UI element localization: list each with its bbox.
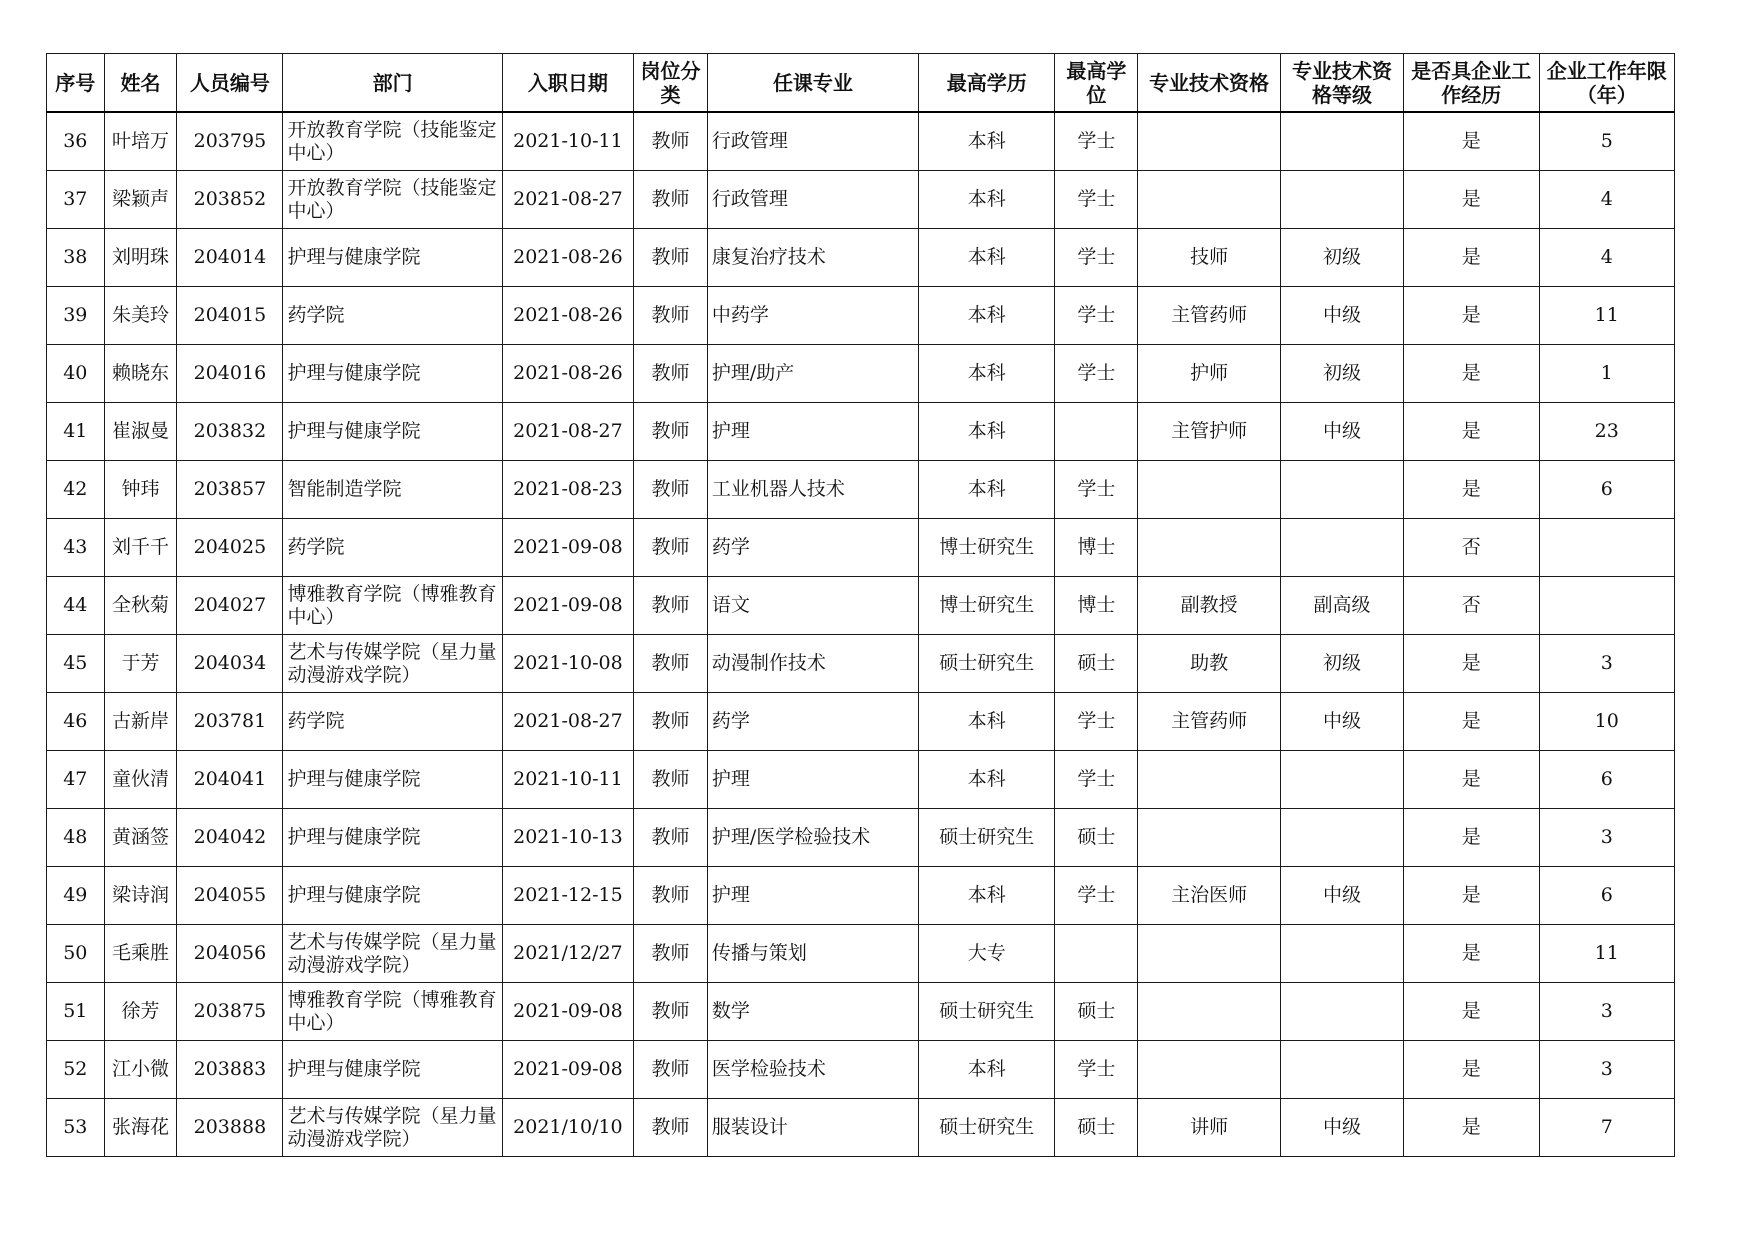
cell-seq: 38 [47,229,105,287]
cell-tech-title: 主管药师 [1138,693,1280,751]
cell-department: 药学院 [283,519,502,577]
staff-table [46,53,1675,1157]
cell-hire-date: 2021-08-27 [502,403,633,461]
cell-tech-title-level: 初级 [1280,345,1403,403]
cell-enterprise-experience: 是 [1404,461,1539,519]
cell-enterprise-experience: 是 [1404,925,1539,983]
cell-teaching-major: 传播与策划 [707,925,918,983]
cell-post-category: 教师 [634,519,708,577]
cell-degree: 硕士 [1055,635,1138,693]
cell-tech-title-level [1280,461,1403,519]
cell-tech-title [1138,925,1280,983]
cell-name: 刘千千 [104,519,177,577]
cell-seq: 36 [47,112,105,171]
table-row [47,577,1675,635]
table-row [47,751,1675,809]
cell-enterprise-experience: 是 [1404,867,1539,925]
cell-tech-title [1138,112,1280,171]
cell-name: 朱美玲 [104,287,177,345]
cell-tech-title-level [1280,1041,1403,1099]
cell-post-category: 教师 [634,112,708,171]
cell-teaching-major: 工业机器人技术 [707,461,918,519]
cell-department: 博雅教育学院（博雅教育中心） [283,983,502,1041]
cell-degree: 学士 [1055,171,1138,229]
cell-enterprise-experience: 是 [1404,635,1539,693]
cell-teaching-major: 行政管理 [707,112,918,171]
cell-post-category: 教师 [634,403,708,461]
cell-tech-title-level [1280,112,1403,171]
cell-hire-date: 2021-10-11 [502,751,633,809]
cell-enterprise-years: 11 [1539,287,1675,345]
cell-seq: 40 [47,345,105,403]
table-row [47,171,1675,229]
cell-tech-title-level [1280,809,1403,867]
cell-tech-title: 助教 [1138,635,1280,693]
cell-tech-title-level: 中级 [1280,693,1403,751]
header-tech-title-level: 专业技术资格等级 [1280,54,1403,113]
cell-hire-date: 2021-09-08 [502,983,633,1041]
cell-seq: 48 [47,809,105,867]
cell-seq: 50 [47,925,105,983]
cell-education: 本科 [919,345,1055,403]
cell-enterprise-experience: 是 [1404,112,1539,171]
cell-degree: 学士 [1055,867,1138,925]
cell-degree: 学士 [1055,112,1138,171]
cell-seq: 45 [47,635,105,693]
cell-degree: 博士 [1055,577,1138,635]
table-row [47,345,1675,403]
cell-hire-date: 2021-10-11 [502,112,633,171]
cell-hire-date: 2021-12-15 [502,867,633,925]
cell-tech-title-level: 初级 [1280,635,1403,693]
cell-education: 本科 [919,171,1055,229]
table-row [47,287,1675,345]
cell-tech-title [1138,1041,1280,1099]
cell-tech-title [1138,171,1280,229]
table-row [47,983,1675,1041]
cell-seq: 49 [47,867,105,925]
cell-teaching-major: 护理 [707,867,918,925]
cell-teaching-major: 护理 [707,403,918,461]
header-enterprise-years: 企业工作年限（年） [1539,54,1675,113]
cell-department: 开放教育学院（技能鉴定中心） [283,112,502,171]
cell-seq: 41 [47,403,105,461]
cell-enterprise-experience: 否 [1404,577,1539,635]
cell-hire-date: 2021-09-08 [502,519,633,577]
cell-staff-id: 204025 [177,519,283,577]
cell-enterprise-experience: 否 [1404,519,1539,577]
cell-tech-title: 技师 [1138,229,1280,287]
cell-enterprise-years: 6 [1539,461,1675,519]
cell-staff-id: 204016 [177,345,283,403]
cell-education: 本科 [919,461,1055,519]
cell-name: 梁诗润 [104,867,177,925]
cell-department: 药学院 [283,693,502,751]
cell-enterprise-experience: 是 [1404,229,1539,287]
cell-tech-title-level: 副高级 [1280,577,1403,635]
cell-teaching-major: 数学 [707,983,918,1041]
cell-staff-id: 203781 [177,693,283,751]
cell-teaching-major: 护理 [707,751,918,809]
header-enterprise-experience: 是否具企业工作经历 [1404,54,1539,113]
cell-enterprise-years: 4 [1539,229,1675,287]
cell-enterprise-years: 1 [1539,345,1675,403]
cell-tech-title [1138,983,1280,1041]
cell-teaching-major: 语文 [707,577,918,635]
cell-degree: 学士 [1055,229,1138,287]
cell-enterprise-experience: 是 [1404,693,1539,751]
cell-name: 黄涵签 [104,809,177,867]
cell-tech-title-level: 中级 [1280,1099,1403,1157]
cell-enterprise-years: 3 [1539,809,1675,867]
cell-hire-date: 2021/10/10 [502,1099,633,1157]
cell-tech-title [1138,809,1280,867]
cell-tech-title [1138,461,1280,519]
header-teaching-major: 任课专业 [707,54,918,113]
cell-education: 博士研究生 [919,577,1055,635]
cell-enterprise-years [1539,519,1675,577]
cell-hire-date: 2021-08-27 [502,693,633,751]
cell-degree: 硕士 [1055,983,1138,1041]
cell-tech-title: 主治医师 [1138,867,1280,925]
cell-teaching-major: 服装设计 [707,1099,918,1157]
cell-hire-date: 2021-08-27 [502,171,633,229]
cell-tech-title: 主管药师 [1138,287,1280,345]
cell-staff-id: 204042 [177,809,283,867]
cell-enterprise-years: 3 [1539,983,1675,1041]
cell-department: 艺术与传媒学院（星力量动漫游戏学院） [283,925,502,983]
cell-education: 硕士研究生 [919,635,1055,693]
cell-department: 艺术与传媒学院（星力量动漫游戏学院） [283,635,502,693]
cell-enterprise-years: 7 [1539,1099,1675,1157]
cell-post-category: 教师 [634,171,708,229]
cell-education: 硕士研究生 [919,983,1055,1041]
cell-degree: 学士 [1055,345,1138,403]
cell-seq: 39 [47,287,105,345]
cell-staff-id: 204015 [177,287,283,345]
table-row [47,112,1675,171]
cell-teaching-major: 中药学 [707,287,918,345]
cell-staff-id: 204014 [177,229,283,287]
cell-education: 本科 [919,229,1055,287]
cell-department: 护理与健康学院 [283,403,502,461]
cell-post-category: 教师 [634,751,708,809]
header-degree: 最高学位 [1055,54,1138,113]
cell-department: 艺术与传媒学院（星力量动漫游戏学院） [283,1099,502,1157]
cell-enterprise-experience: 是 [1404,983,1539,1041]
cell-education: 本科 [919,751,1055,809]
cell-staff-id: 203832 [177,403,283,461]
cell-teaching-major: 药学 [707,693,918,751]
cell-teaching-major: 动漫制作技术 [707,635,918,693]
table-row [47,519,1675,577]
cell-post-category: 教师 [634,577,708,635]
cell-enterprise-years: 3 [1539,1041,1675,1099]
cell-staff-id: 203883 [177,1041,283,1099]
cell-name: 于芳 [104,635,177,693]
cell-department: 护理与健康学院 [283,229,502,287]
cell-hire-date: 2021-10-13 [502,809,633,867]
cell-enterprise-experience: 是 [1404,751,1539,809]
cell-enterprise-experience: 是 [1404,809,1539,867]
cell-post-category: 教师 [634,635,708,693]
cell-department: 护理与健康学院 [283,1041,502,1099]
cell-post-category: 教师 [634,809,708,867]
cell-enterprise-experience: 是 [1404,345,1539,403]
cell-enterprise-years: 6 [1539,867,1675,925]
table-row [47,925,1675,983]
cell-education: 本科 [919,112,1055,171]
cell-tech-title-level [1280,519,1403,577]
cell-tech-title: 副教授 [1138,577,1280,635]
header-hire-date: 入职日期 [502,54,633,113]
cell-post-category: 教师 [634,693,708,751]
cell-post-category: 教师 [634,867,708,925]
cell-education: 本科 [919,1041,1055,1099]
cell-department: 护理与健康学院 [283,345,502,403]
table-row [47,693,1675,751]
table-row [47,635,1675,693]
cell-staff-id: 204056 [177,925,283,983]
cell-name: 徐芳 [104,983,177,1041]
cell-enterprise-experience: 是 [1404,287,1539,345]
cell-enterprise-years: 10 [1539,693,1675,751]
cell-enterprise-years [1539,577,1675,635]
cell-department: 博雅教育学院（博雅教育中心） [283,577,502,635]
cell-education: 大专 [919,925,1055,983]
cell-enterprise-experience: 是 [1404,1041,1539,1099]
cell-hire-date: 2021-08-26 [502,287,633,345]
cell-name: 崔淑曼 [104,403,177,461]
table-row [47,867,1675,925]
cell-teaching-major: 医学检验技术 [707,1041,918,1099]
cell-post-category: 教师 [634,1041,708,1099]
cell-staff-id: 203857 [177,461,283,519]
cell-degree: 学士 [1055,1041,1138,1099]
cell-name: 叶培万 [104,112,177,171]
cell-seq: 43 [47,519,105,577]
cell-staff-id: 204034 [177,635,283,693]
cell-tech-title-level [1280,171,1403,229]
cell-post-category: 教师 [634,461,708,519]
cell-post-category: 教师 [634,287,708,345]
cell-tech-title-level [1280,983,1403,1041]
cell-hire-date: 2021-10-08 [502,635,633,693]
cell-staff-id: 204041 [177,751,283,809]
cell-tech-title-level: 中级 [1280,287,1403,345]
table-row [47,1041,1675,1099]
staff-sheet [46,53,1675,1157]
header-staff-id: 人员编号 [177,54,283,113]
header-tech-title: 专业技术资格 [1138,54,1280,113]
cell-enterprise-years: 11 [1539,925,1675,983]
cell-department: 开放教育学院（技能鉴定中心） [283,171,502,229]
cell-department: 药学院 [283,287,502,345]
cell-hire-date: 2021-09-08 [502,1041,633,1099]
cell-tech-title-level [1280,925,1403,983]
cell-name: 江小微 [104,1041,177,1099]
cell-enterprise-years: 5 [1539,112,1675,171]
cell-tech-title: 护师 [1138,345,1280,403]
cell-name: 钟玮 [104,461,177,519]
cell-name: 古新岸 [104,693,177,751]
header-seq: 序号 [47,54,105,113]
cell-degree: 学士 [1055,693,1138,751]
cell-degree: 硕士 [1055,809,1138,867]
cell-enterprise-years: 4 [1539,171,1675,229]
cell-enterprise-experience: 是 [1404,171,1539,229]
cell-hire-date: 2021-08-26 [502,345,633,403]
cell-tech-title: 讲师 [1138,1099,1280,1157]
cell-seq: 53 [47,1099,105,1157]
cell-post-category: 教师 [634,345,708,403]
cell-name: 全秋菊 [104,577,177,635]
cell-tech-title-level: 初级 [1280,229,1403,287]
cell-hire-date: 2021-08-23 [502,461,633,519]
cell-seq: 47 [47,751,105,809]
cell-degree: 学士 [1055,287,1138,345]
cell-seq: 44 [47,577,105,635]
cell-tech-title: 主管护师 [1138,403,1280,461]
cell-teaching-major: 药学 [707,519,918,577]
header-post-category: 岗位分类 [634,54,708,113]
cell-staff-id: 204055 [177,867,283,925]
cell-tech-title [1138,519,1280,577]
table-header-row [47,54,1675,113]
cell-teaching-major: 护理/助产 [707,345,918,403]
cell-hire-date: 2021/12/27 [502,925,633,983]
cell-degree [1055,403,1138,461]
cell-tech-title-level: 中级 [1280,403,1403,461]
cell-hire-date: 2021-09-08 [502,577,633,635]
cell-education: 本科 [919,403,1055,461]
table-row [47,229,1675,287]
cell-education: 博士研究生 [919,519,1055,577]
cell-seq: 46 [47,693,105,751]
cell-name: 张海花 [104,1099,177,1157]
cell-education: 本科 [919,287,1055,345]
cell-teaching-major: 行政管理 [707,171,918,229]
table-row [47,809,1675,867]
cell-degree [1055,925,1138,983]
cell-seq: 51 [47,983,105,1041]
cell-post-category: 教师 [634,983,708,1041]
cell-tech-title-level: 中级 [1280,867,1403,925]
cell-hire-date: 2021-08-26 [502,229,633,287]
cell-staff-id: 204027 [177,577,283,635]
cell-name: 毛乘胜 [104,925,177,983]
cell-degree: 学士 [1055,461,1138,519]
cell-seq: 52 [47,1041,105,1099]
cell-department: 护理与健康学院 [283,867,502,925]
cell-enterprise-experience: 是 [1404,403,1539,461]
cell-education: 本科 [919,693,1055,751]
cell-name: 赖晓东 [104,345,177,403]
cell-degree: 学士 [1055,751,1138,809]
cell-seq: 37 [47,171,105,229]
cell-enterprise-years: 23 [1539,403,1675,461]
header-education: 最高学历 [919,54,1055,113]
cell-department: 护理与健康学院 [283,809,502,867]
cell-education: 硕士研究生 [919,809,1055,867]
cell-post-category: 教师 [634,1099,708,1157]
cell-staff-id: 203875 [177,983,283,1041]
cell-degree: 博士 [1055,519,1138,577]
cell-education: 本科 [919,867,1055,925]
cell-teaching-major: 康复治疗技术 [707,229,918,287]
cell-staff-id: 203795 [177,112,283,171]
cell-department: 护理与健康学院 [283,751,502,809]
cell-degree: 硕士 [1055,1099,1138,1157]
cell-enterprise-years: 6 [1539,751,1675,809]
header-department: 部门 [283,54,502,113]
cell-education: 硕士研究生 [919,1099,1055,1157]
cell-enterprise-experience: 是 [1404,1099,1539,1157]
cell-post-category: 教师 [634,925,708,983]
table-row [47,403,1675,461]
cell-name: 刘明珠 [104,229,177,287]
cell-tech-title-level [1280,751,1403,809]
cell-staff-id: 203852 [177,171,283,229]
cell-staff-id: 203888 [177,1099,283,1157]
cell-enterprise-years: 3 [1539,635,1675,693]
header-name: 姓名 [104,54,177,113]
table-row [47,1099,1675,1157]
cell-teaching-major: 护理/医学检验技术 [707,809,918,867]
table-row [47,461,1675,519]
cell-name: 梁颖声 [104,171,177,229]
cell-seq: 42 [47,461,105,519]
cell-post-category: 教师 [634,229,708,287]
cell-department: 智能制造学院 [283,461,502,519]
cell-name: 童伙清 [104,751,177,809]
table-body [47,112,1675,1157]
cell-tech-title [1138,751,1280,809]
